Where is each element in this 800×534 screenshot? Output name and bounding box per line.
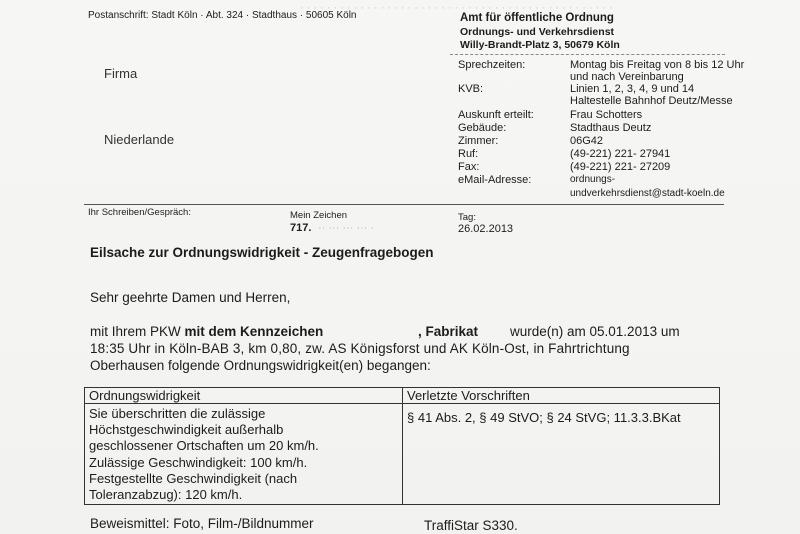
email-value-1: ordnungs- — [570, 174, 616, 185]
p1-text-c: , Fabrikat — [418, 324, 479, 339]
your-letter-label: Ihr Schreiben/Gespräch: — [88, 207, 191, 218]
phone-value: (49-221) 221- 27941 — [570, 148, 671, 160]
evidence-label: Beweismittel: Foto, Film-/Bildnummer — [90, 516, 314, 531]
building-label: Gebäude: — [458, 122, 507, 134]
recipient-country: Niederlande — [104, 132, 175, 147]
my-ref-label: Mein Zeichen — [290, 210, 348, 221]
info-label: Auskunft erteilt: — [458, 109, 534, 121]
bleed-through-text: · · · · · · · · · · · · · · · · · · · · · · · · · · · · · · · · · · · · · · · · · · · · · · · — [300, 2, 613, 14]
building-value: Stadthaus Deutz — [570, 122, 652, 134]
hours-value-2: und nach Vereinbarung — [570, 71, 684, 83]
evidence-value: TraffiStar S330. — [424, 518, 518, 533]
fax-value: (49-221) 221- 27209 — [570, 161, 671, 173]
table-col-divider — [402, 387, 403, 505]
p1-text-b: mit dem Kennzeichen — [184, 324, 324, 339]
office-address: Willy-Brandt-Platz 3, 50679 Köln — [460, 39, 620, 51]
recipient-company: Firma — [104, 66, 138, 81]
col1-line-0: Sie überschritten die zulässige — [89, 406, 266, 421]
date-value: 26.02.2013 — [458, 223, 514, 235]
my-ref-value: 717. — [290, 222, 312, 234]
paragraph-line-3: Oberhausen folgende Ordnungswidrigkeit(en) begangen: — [90, 358, 431, 373]
p1-text-d: wurde(n) am 05.01.2013 um — [510, 324, 680, 339]
date-label: Tag: — [458, 212, 476, 223]
col1-header: Ordnungswidrigkeit — [89, 388, 201, 403]
hours-label: Sprechzeiten: — [458, 59, 526, 71]
paragraph-line-1 — [90, 324, 323, 339]
table-right-border — [719, 387, 720, 505]
p1-text-a: mit Ihrem PKW — [90, 324, 185, 339]
col2-value: § 41 Abs. 2, § 49 StVO; § 24 StVG; 11.3.3.BKat — [407, 410, 681, 425]
postal-address: Postanschrift: Stadt Köln · Abt. 324 · Stadthaus · 50605 Köln — [88, 10, 357, 21]
paragraph-line-2: 18:35 Uhr in Köln-BAB 3, km 0,80, zw. AS Königsforst und AK Köln-Ost, in Fahrtrichtung — [90, 341, 630, 356]
room-value: 06G42 — [570, 135, 604, 147]
email-value-2: undverkehrsdienst@stadt-koeln.de — [570, 188, 725, 199]
office-subtitle: Ordnungs- und Verkehrsdienst — [460, 26, 615, 38]
info-value: Frau Schotters — [570, 109, 643, 121]
reference-divider — [84, 204, 724, 205]
my-ref-redacted: ·· ··· ··· ··· · — [318, 222, 375, 234]
letter-subject: Eilsache zur Ordnungswidrigkeit - Zeugenfragebogen — [90, 245, 434, 260]
col2-header: Verletzte Vorschriften — [407, 388, 530, 403]
kvb-value-1: Linien 1, 2, 3, 4, 9 und 14 — [570, 83, 695, 95]
email-label: eMail-Adresse: — [458, 174, 532, 186]
col1-line-3: Zulässige Geschwindigkeit: 100 km/h. — [89, 455, 308, 470]
kvb-value-2: Haltestelle Bahnhof Deutz/Messe — [570, 95, 733, 107]
col1-line-2: geschlossener Ortschaften um 20 km/h. — [89, 438, 319, 453]
hours-value-1: Montag bis Freitag von 8 bis 12 Uhr — [570, 59, 745, 71]
office-title: Amt für öffentliche Ordnung — [460, 12, 614, 24]
col1-line-5: Toleranzabzug): 120 km/h. — [89, 487, 243, 502]
phone-label: Ruf: — [458, 148, 479, 160]
kvb-label: KVB: — [458, 83, 484, 95]
office-divider — [450, 54, 725, 55]
col1-line-4: Festgestellte Geschwindigkeit (nach — [89, 471, 298, 486]
table-left-border — [84, 387, 85, 505]
room-label: Zimmer: — [458, 135, 499, 147]
salutation: Sehr geehrte Damen und Herren, — [90, 290, 291, 305]
fax-label: Fax: — [458, 161, 480, 173]
col1-line-1: Höchstgeschwindigkeit außerhalb — [89, 422, 284, 437]
